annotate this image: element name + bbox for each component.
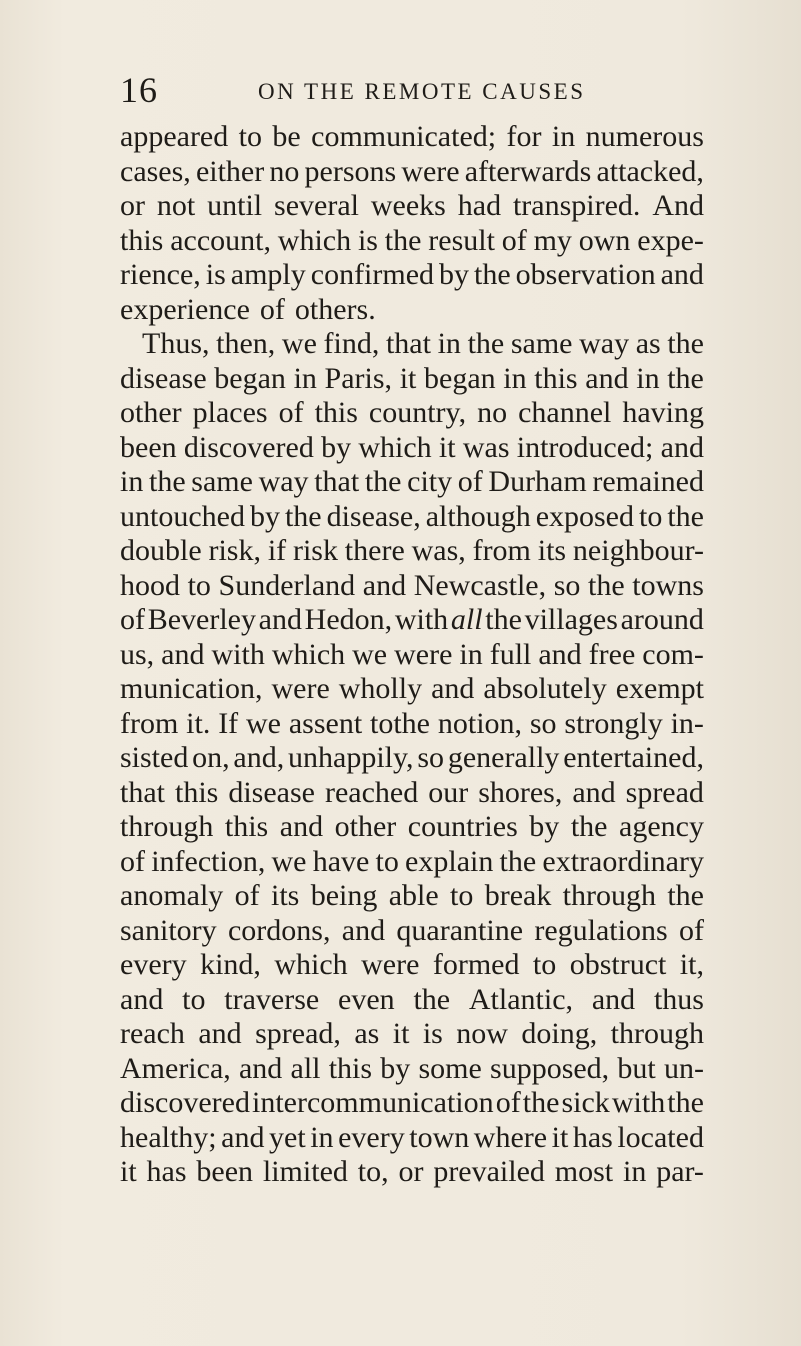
running-head: [120, 72, 720, 112]
text-line: healthy; and yet in every town where it has located: [120, 1120, 704, 1154]
text-line: hood to Sunderland and Newcastle, so the towns: [120, 568, 704, 602]
text-line: of infection, we have to explain the extraordinary: [120, 844, 704, 878]
text-line: double risk, if risk there was, from its neighbour-: [120, 534, 704, 567]
text-line: America, and all this by some supposed, but un-: [120, 1051, 704, 1085]
running-title: ON THE REMOTE CAUSES: [258, 79, 586, 104]
text-line: discovered intercommunication of the sick with the: [120, 1086, 704, 1119]
text-line: this account, which is the result of my own expe-: [120, 223, 704, 257]
text-line: experience of others.: [120, 292, 376, 326]
text-line: sisted on, and, unhappily, so generally entertained,: [120, 741, 704, 774]
text-line: reach and spread, as it is now doing, through: [120, 1017, 704, 1050]
text-line: and to traverse even the Atlantic, and thus: [120, 982, 704, 1016]
text-line: disease began in Paris, it began in this and in the: [120, 361, 704, 395]
body-text: [120, 120, 704, 1190]
text-line: anomaly of its being able to break through the: [120, 879, 704, 912]
text-line: other places of this country, no channel having: [120, 396, 704, 429]
text-line: of Beverley and Hedon, with all the villages around: [120, 603, 704, 636]
text-line: every kind, which were formed to obstruct it,: [120, 948, 704, 981]
text-line: through this and other countries by the agency: [120, 810, 704, 843]
text-line: or not until several weeks had transpired. And: [120, 189, 704, 222]
text-line: sanitory cordons, and quarantine regulations of: [120, 913, 704, 947]
page-number: 16: [120, 70, 158, 110]
text-line: been discovered by which it was introduced; and: [120, 430, 704, 464]
text-line: Thus, then, we find, that in the same way as the: [142, 327, 704, 360]
text-line: rience, is amply confirmed by the observation and: [120, 258, 704, 291]
text-line: that this disease reached our shores, and spread: [120, 775, 704, 809]
text-line: appeared to be communicated; for in numerous: [120, 120, 704, 153]
text-line: cases, either no persons were afterwards attacked,: [120, 154, 704, 188]
text-line: in the same way that the city of Durham remained: [120, 465, 704, 498]
text-line: from it. If we assent tothe notion, so strongly in-: [120, 706, 704, 740]
text-line: munication, were wholly and absolutely exempt: [120, 672, 704, 705]
text-line: us, and with which we were in full and free com-: [120, 637, 704, 671]
text-line: it has been limited to, or prevailed most in par-: [120, 1155, 704, 1188]
text-line: untouched by the disease, although exposed to the: [120, 499, 704, 533]
